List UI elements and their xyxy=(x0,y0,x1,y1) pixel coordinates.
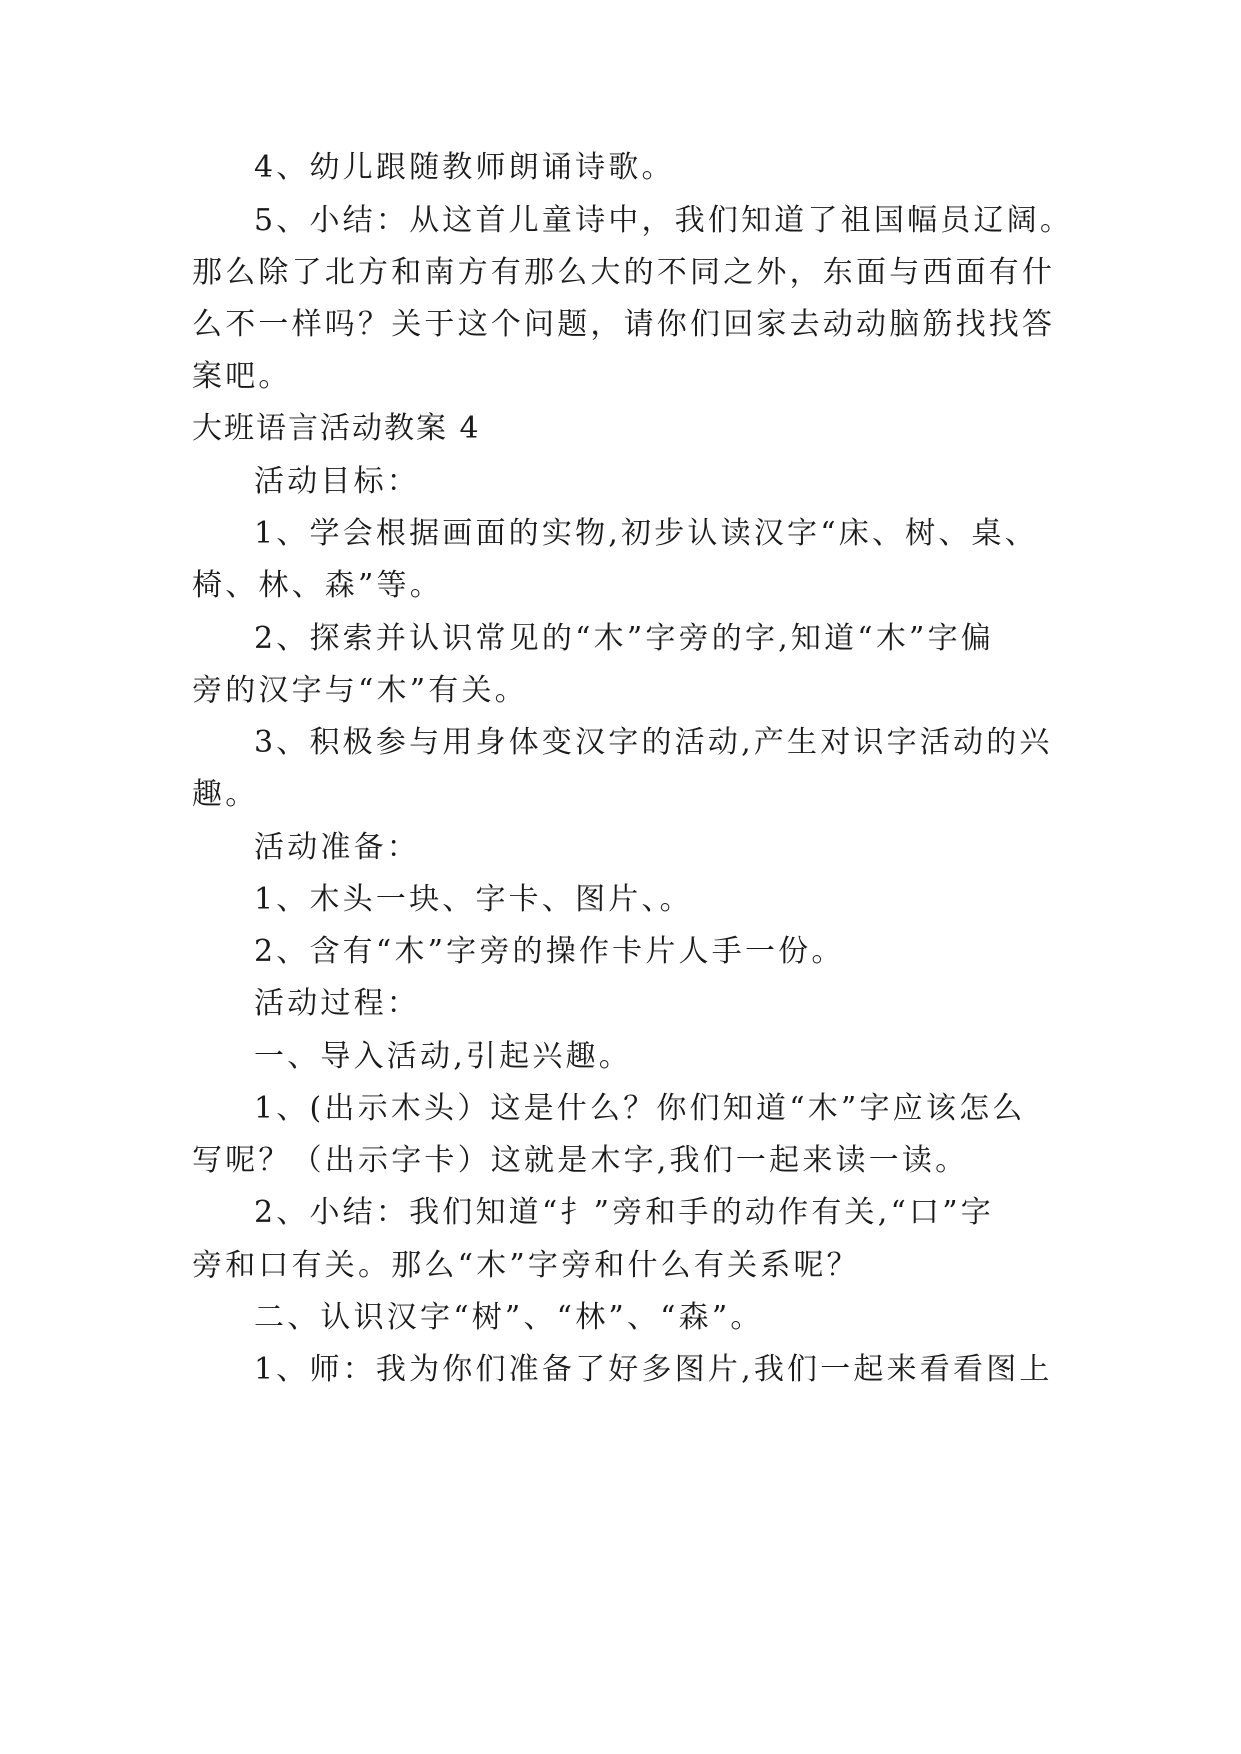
paragraph-line: 1、(出示木头）这是什么？你们知道“木”字应该怎么 xyxy=(254,1091,1026,1126)
paragraph-line: 2、探索并认识常见的“木”字旁的字,知道“木”字偏 xyxy=(254,621,994,656)
subheading-line: 活动准备： xyxy=(254,830,420,865)
subheading-line: 活动目标： xyxy=(254,464,420,499)
paragraph-line: 2、小结：我们知道“扌”旁和手的动作有关,“口”字 xyxy=(254,1195,994,1230)
paragraph-line: 趣。 xyxy=(192,777,259,812)
paragraph-line: 二、认识汉字“树”、“林”、“森”。 xyxy=(254,1300,764,1335)
paragraph-line: 1、师：我为你们准备了好多图片,我们一起来看看图上 xyxy=(254,1352,1053,1387)
section-heading: 大班语言活动教案 4 xyxy=(192,411,481,446)
paragraph-line: 2、含有“木”字旁的操作卡片人手一份。 xyxy=(254,934,845,969)
paragraph-line: 旁和口有关。那么“木”字旁和什么有关系呢？ xyxy=(192,1248,860,1283)
paragraph-line: 3、积极参与用身体变汉字的活动,产生对识字活动的兴 xyxy=(254,725,1053,760)
paragraph-line: 那么除了北方和南方有那么大的不同之外，东面与西面有什 xyxy=(192,255,1056,290)
paragraph-line: 1、学会根据画面的实物,初步认读汉字“床、树、桌、 xyxy=(254,516,1038,551)
paragraph-line: 旁的汉字与“木”有关。 xyxy=(192,673,528,708)
paragraph-line: 案吧。 xyxy=(192,359,292,394)
paragraph-line: 椅、林、森”等。 xyxy=(192,568,443,603)
paragraph-line: 1、木头一块、字卡、图片、。 xyxy=(254,882,693,917)
paragraph-line: 写呢？（出示字卡）这就是木字,我们一起来读一读。 xyxy=(192,1143,969,1178)
paragraph-line: 一、导入活动,引起兴趣。 xyxy=(254,1039,632,1074)
paragraph-line: 么不一样吗？关于这个问题，请你们回家去动动脑筋找找答 xyxy=(192,307,1056,342)
subheading-line: 活动过程： xyxy=(254,986,420,1021)
paragraph-line: 4、幼儿跟随教师朗诵诗歌。 xyxy=(254,150,675,185)
paragraph-line: 5、小结：从这首儿童诗中，我们知道了祖国幅员辽阔。 xyxy=(254,203,1074,238)
